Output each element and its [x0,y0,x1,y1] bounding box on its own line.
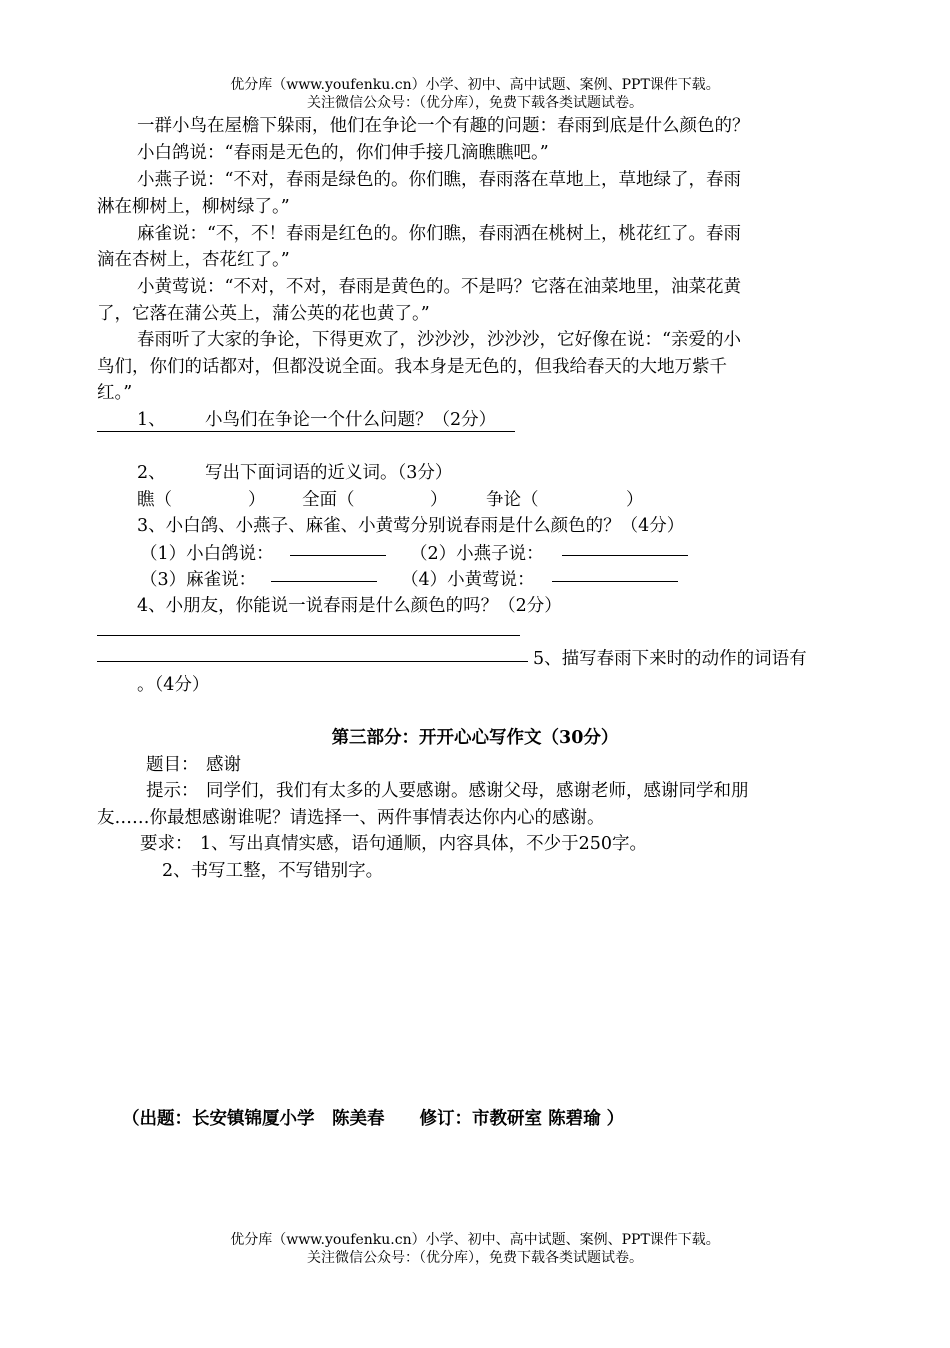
passage-paragraph-3-cont: 淋在柳树上，柳树绿了。” [97,197,290,217]
composition-requirement-label: 要求： [140,834,193,854]
credits: （出题：长安镇锦厦小学 陈美春 修订：市教研室 陈碧瑜 ） [122,1109,625,1129]
q2-close-paren-2: ） [430,490,448,510]
answer-line-q3-2[interactable] [562,555,688,556]
answer-line-q4-2[interactable] [97,661,528,662]
q3-answer-4-label: （4）小黄莺说： [401,570,535,590]
composition-topic: 感谢 [206,755,241,775]
composition-requirement-2: 2、书写工整，不写错别字。 [162,861,384,881]
composition-hint-cont: 友……你最想感谢谁呢？请选择一、两件事情表达你内心的感谢。 [97,808,605,828]
question-5-text: 5、描写春雨下来时的动作的词语有 [533,649,807,669]
answer-line-q1[interactable] [97,431,515,432]
answer-line-q3-4[interactable] [552,581,678,582]
q3-answer-1-label: （1）小白鸽说： [140,544,274,564]
question-4-text: 4、小朋友，你能说一说春雨是什么颜色的吗？（2分） [137,596,562,616]
question-5-score: 。（4分） [137,675,210,695]
q3-answer-3-label: （3）麻雀说： [140,570,257,590]
question-2-text: 写出下面词语的近义词。（3分） [205,463,453,483]
q2-word-2: 全面（ [302,490,355,510]
composition-requirement-1: 1、写出真情实感，语句通顺，内容具体，不少于250字。 [200,834,648,854]
passage-paragraph-6: 春雨听了大家的争论，下得更欢了，沙沙沙，沙沙沙，它好像在说：“亲爱的小 [137,330,741,350]
composition-topic-label: 题目： [146,755,199,775]
q2-word-3: 争论（ [486,490,539,510]
header-line-2: 关注微信公众号：（优分库），免费下载各类试题试卷。 [307,95,643,111]
passage-paragraph-5-cont: 了，它落在蒲公英上，蒲公英的花也黄了。” [97,304,430,324]
header-line-1: 优分库（www.youfenku.cn）小学、初中、高中试题、案例、PPT课件下载。 [230,77,720,93]
passage-paragraph-3: 小燕子说：“不对，春雨是绿色的。你们瞧，春雨落在草地上，草地绿了，春雨 [137,170,741,190]
question-1-text: 小鸟们在争论一个什么问题？（2分） [205,410,497,430]
q2-close-paren-3: ） [626,490,644,510]
question-2-number: 2、 [137,463,166,483]
passage-paragraph-5: 小黄莺说：“不对，不对，春雨是黄色的。不是吗？它落在油菜地里，油菜花黄 [137,277,741,297]
passage-paragraph-1: 一群小鸟在屋檐下躲雨，他们在争论一个有趣的问题：春雨到底是什么颜色的？ [137,116,750,136]
answer-line-q3-3[interactable] [271,581,377,582]
footer-line-1: 优分库（www.youfenku.cn）小学、初中、高中试题、案例、PPT课件下载。 [230,1232,720,1248]
composition-title: 第三部分：开开心心写作文（30分） [331,728,619,748]
passage-paragraph-6-cont: 鸟们，你们的话都对，但都没说全面。我本身是无色的，但我给春天的大地万紫千 [97,357,727,377]
q2-close-paren-1: ） [248,490,266,510]
q3-answer-2-label: （2）小燕子说： [410,544,544,564]
passage-paragraph-6-end: 红。” [97,383,133,403]
question-1-number: 1、 [137,410,166,430]
footer-line-2: 关注微信公众号：（优分库），免费下载各类试题试卷。 [307,1250,643,1266]
answer-line-q4[interactable] [97,635,520,636]
composition-hint-label: 提示： [146,781,199,801]
answer-line-q3-1[interactable] [290,555,386,556]
q2-word-1: 瞧（ [137,490,172,510]
composition-hint: 同学们，我们有太多的人要感谢。感谢父母，感谢老师，感谢同学和朋 [206,781,749,801]
question-3-text: 3、小白鸽、小燕子、麻雀、小黄莺分别说春雨是什么颜色的？（4分） [137,516,685,536]
passage-paragraph-2: 小白鸽说：“春雨是无色的，你们伸手接几滴瞧瞧吧。” [137,143,549,163]
passage-paragraph-4: 麻雀说：“不，不！春雨是红色的。你们瞧，春雨洒在桃树上，桃花红了。春雨 [137,224,741,244]
passage-paragraph-4-cont: 滴在杏树上，杏花红了。” [97,250,290,270]
